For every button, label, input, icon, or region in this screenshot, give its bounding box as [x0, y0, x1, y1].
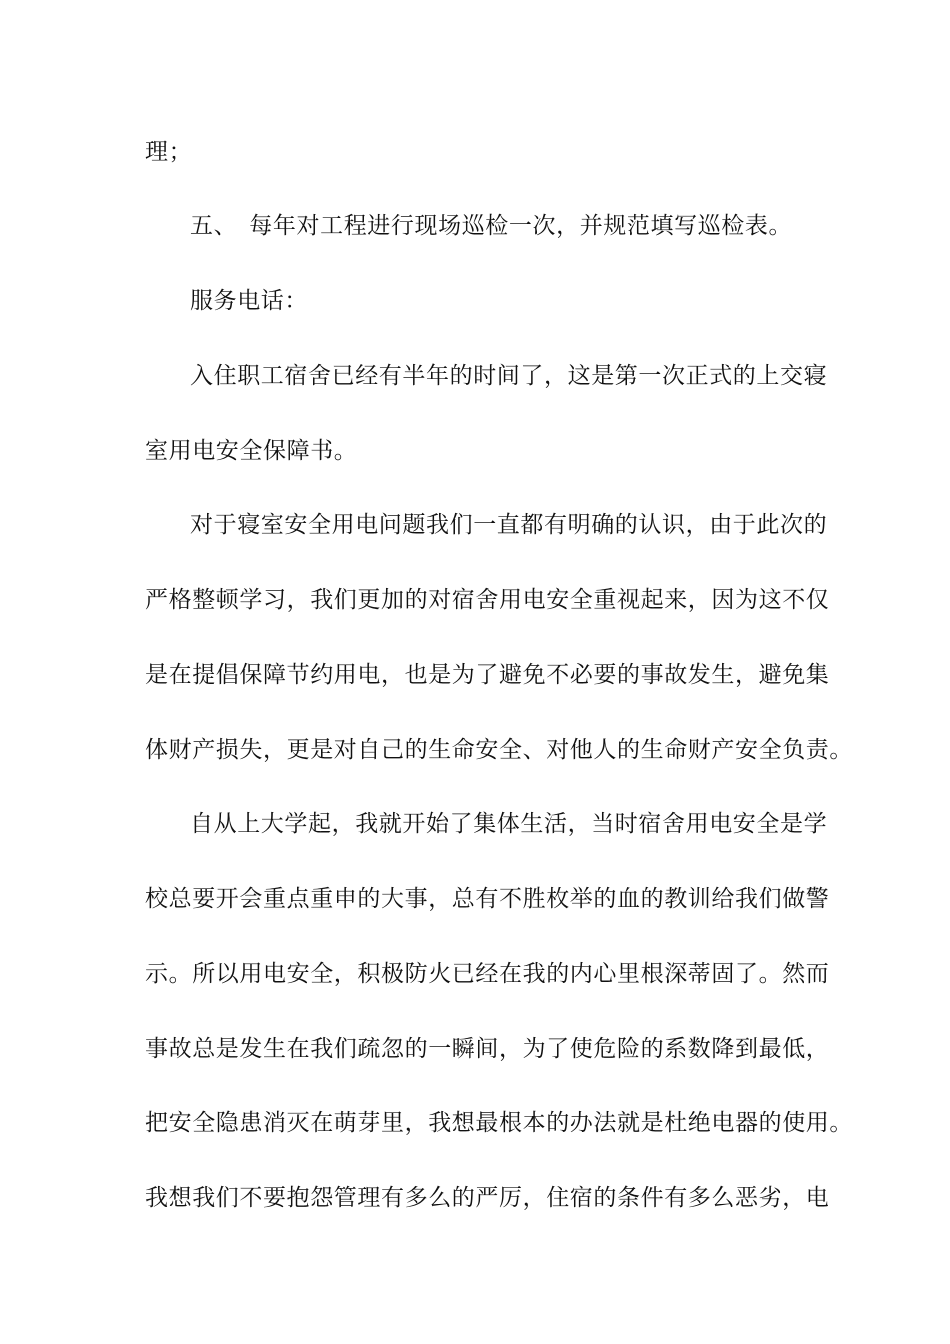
text-line: 是在提倡保障节约用电，也是为了避免不必要的事故发生，避免集 — [145, 662, 830, 688]
text-line: 室用电安全保障书。 — [145, 438, 358, 464]
text-line: 我想我们不要抱怨管理有多么的严厉，住宿的条件有多么恶劣，电 — [145, 1185, 830, 1211]
text-line: 把安全隐患消灭在萌芽里，我想最根本的办法就是杜绝电器的使用。 — [145, 1110, 853, 1136]
text-line: 示。所以用电安全，积极防火已经在我的内心里根深蒂固了。然而 — [145, 961, 830, 987]
text-line: 服务电话： — [190, 288, 308, 314]
text-line: 严格整顿学习，我们更加的对宿舍用电安全重视起来，因为这不仅 — [145, 587, 830, 613]
text-line: 事故总是发生在我们疏忽的一瞬间，为了使危险的系数降到最低， — [145, 1036, 830, 1062]
text-line: 体财产损失，更是对自己的生命安全、对他人的生命财产安全负责。 — [145, 737, 853, 763]
text-line: 五、 每年对工程进行现场巡检一次，并规范填写巡检表。 — [190, 213, 793, 239]
text-line: 理； — [145, 139, 193, 165]
text-line: 入住职工宿舍已经有半年的时间了，这是第一次正式的上交寝 — [190, 363, 828, 389]
text-line: 校总要开会重点重申的大事，总有不胜枚举的血的教训给我们做警 — [145, 886, 830, 912]
text-line: 对于寝室安全用电问题我们一直都有明确的认识，由于此次的 — [190, 512, 828, 538]
text-line: 自从上大学起，我就开始了集体生活，当时宿舍用电安全是学 — [190, 811, 828, 837]
